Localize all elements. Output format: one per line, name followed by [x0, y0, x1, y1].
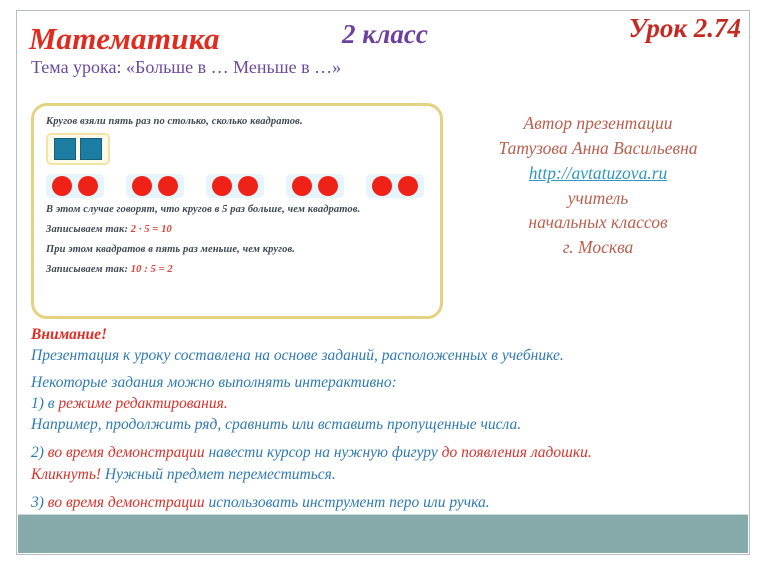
- author-block: [457, 111, 739, 260]
- lesson-number: Урок 2.74: [628, 13, 741, 43]
- author-caption: Автор презентации: [523, 113, 673, 133]
- circle-shape: [158, 176, 178, 196]
- circle-group: [366, 174, 424, 198]
- division-formula: 10 : 5 = 2: [130, 264, 173, 275]
- note-7-text: использовать инструмент перо или ручка.: [204, 493, 490, 511]
- square-shape: [54, 138, 76, 160]
- circle-shape: [238, 176, 258, 196]
- lesson-topic: Тема урока: «Больше в … Меньше в …»: [31, 57, 342, 77]
- author-name: Татузова Анна Васильевна: [498, 137, 698, 158]
- note-line-6: [31, 466, 739, 484]
- circles-row: [46, 174, 430, 198]
- author-role-detail: начальных классов: [528, 212, 668, 233]
- circle-shape: [132, 176, 152, 196]
- record-label-1: Записываем так:: [46, 224, 129, 235]
- circle-shape: [398, 176, 418, 196]
- diagram-record-line-2: [46, 264, 430, 275]
- circle-group: [206, 174, 264, 198]
- circle-group: [126, 174, 184, 198]
- diagram-intro-text: Кругов взяли пять раз по столько, сколько квадратов.: [46, 116, 303, 127]
- diagram-statement-less: При этом квадратов в пять раз меньше, чем кругов.: [46, 244, 295, 255]
- note-7-index: 3): [31, 493, 48, 511]
- slide-canvas: [16, 10, 750, 555]
- attention-heading: Внимание!: [31, 326, 108, 343]
- note-line-7: [31, 494, 739, 512]
- circle-shape: [372, 176, 392, 196]
- note-3-prefix: 1) в: [31, 394, 59, 412]
- note-5-highlight-1: во время демонстрации: [47, 444, 205, 462]
- note-5-index: 2): [31, 444, 48, 462]
- note-7-highlight: во время демонстрации: [47, 493, 205, 511]
- author-role: учитель: [567, 187, 629, 208]
- author-website-link[interactable]: http://avtatuzova.ru: [528, 162, 668, 183]
- note-3-highlight: режиме редактирования.: [58, 394, 228, 412]
- circle-shape: [292, 176, 312, 196]
- note-5-middle: навести курсор на нужную фигуру: [204, 444, 442, 462]
- note-line-5: [31, 444, 739, 462]
- slide-header: [17, 11, 749, 93]
- note-6-highlight: Кликнуть!: [31, 465, 102, 483]
- circle-shape: [212, 176, 232, 196]
- author-city: г. Москва: [562, 237, 634, 258]
- slide-footer-bar: [18, 514, 748, 553]
- subject-title: Математика: [29, 21, 220, 56]
- note-line-2: Некоторые задания можно выполнять интерактивно:: [31, 373, 397, 391]
- circle-shape: [318, 176, 338, 196]
- grade-label: 2 класс: [342, 19, 428, 49]
- notes-block: [31, 326, 739, 512]
- note-5-highlight-2: до появления ладошки.: [441, 444, 592, 462]
- circle-shape: [52, 176, 72, 196]
- note-line-3: [31, 395, 739, 413]
- square-shape: [80, 138, 102, 160]
- record-label-2: Записываем так:: [46, 264, 129, 275]
- note-6-text: Нужный предмет переместиться.: [101, 465, 336, 483]
- diagram-record-line-1: [46, 224, 430, 235]
- circle-shape: [78, 176, 98, 196]
- circle-group: [46, 174, 104, 198]
- multiplication-formula: 2 · 5 = 10: [130, 224, 172, 235]
- diagram-statement-more: В этом случае говорят, что кругов в 5 раз больше, чем квадратов.: [46, 204, 361, 215]
- squares-group: [46, 133, 110, 165]
- note-line-4: Например, продолжить ряд, сравнить или вставить пропущенные числа.: [31, 416, 522, 434]
- note-line-1: Презентация к уроку составлена на основе заданий, расположенных в учебнике.: [31, 347, 564, 365]
- circle-group: [286, 174, 344, 198]
- textbook-illustration-card: [31, 103, 443, 319]
